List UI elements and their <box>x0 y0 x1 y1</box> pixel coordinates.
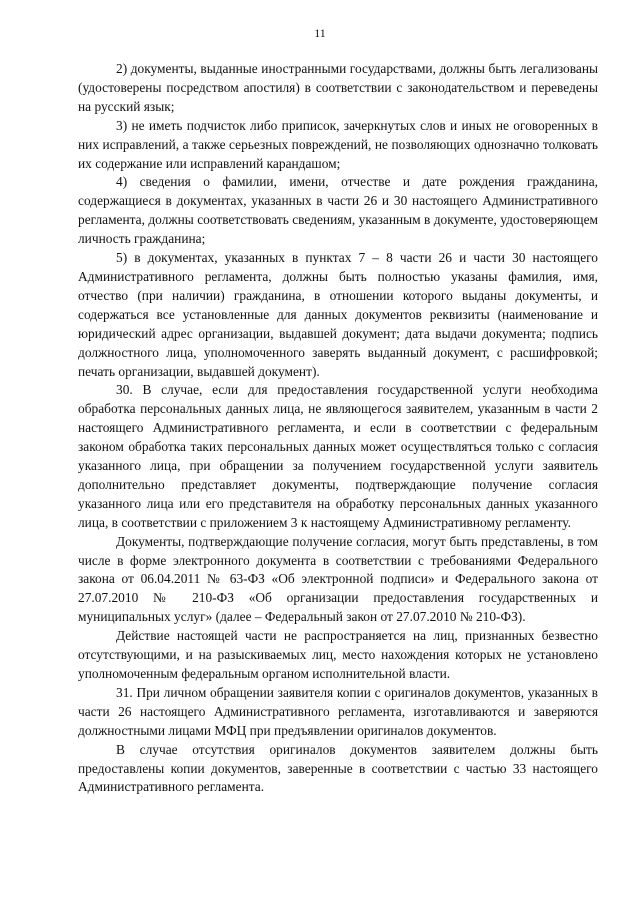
paragraph-exception: Действие настоящей части не распространяется на лиц, признанных безвестно отсутствующими, и на разыскиваемых лиц, место нахождения которых не установлено уполномоченным федеральным органом исполнительной власти. <box>78 628 598 681</box>
paragraph-item-3: 3) не иметь подчисток либо приписок, зачеркнутых слов и иных не оговоренных в них исправлений, а также серьезных повреждений, не позволяющих однозначно толковать их содержание или исправлений карандашом; <box>78 117 598 171</box>
paragraph-item-2: 2) документы, выданные иностранными государствами, должны быть легализованы (удостоверены посредством апостиля) в соответствии с законодательством и переведены на русский язык; <box>78 61 598 114</box>
paragraph-section-31: 31. При личном обращении заявителя копии с оригиналов документов, указанных в части 26 настоящего Административного регламента, изготавливаются и заверяются должностными лицами МФЦ при предъявлении оригиналов документов. <box>78 684 598 738</box>
paragraph-section-30: 30. В случае, если для предоставления государственной услуги необходима обработка персональных данных лица, не являющегося заявителем, указанным в части 2 настоящего Административного регламента, и если в соответствии с федеральным законом обработка таких персональных данных может осуществляться только с согласия указанного лица, при обращении за получением государственной услуги заявитель дополнительно представляет документы, подтверждающие получение согласия указанного лица или его представителя на обработку персональных данных указанного лица, в соответствии с приложением 3 к настоящему Административному регламенту. <box>78 382 598 530</box>
paragraph-consent-documents: Документы, подтверждающие получение согласия, могут быть представлены, в том числе в форме электронного документа в соответствии с требованиями Федерального закона от 06.04.2011 № 63-ФЗ «Об электронной подписи» и Федерального закона от 27.07.2010 № 210-ФЗ «Об организации предоставления государственных и муниципальных услуг» (далее – Федеральный закон от 27.07.2010 № 210-ФЗ). <box>78 533 598 625</box>
page-number: 11 <box>314 26 326 40</box>
paragraph-item-4: 4) сведения о фамилии, имени, отчестве и дате рождения гражданина, содержащиеся в документах, указанных в части 26 и 30 настоящего Административного регламента, должны соответствовать сведениям, указанным в документе, удостоверяющем личность гражданина; <box>78 174 598 247</box>
paragraph-missing-originals: В случае отсутствия оригиналов документов заявителем должны быть предоставлены копии документов, заверенные в соответствии с частью 33 настоящего Административного регламента. <box>78 741 598 795</box>
paragraph-item-5: 5) в документах, указанных в пунктах 7 – 8 части 26 и части 30 настоящего Административного регламента, должны быть полностью указаны фамилия, имя, отчество (при наличии) гражданина, в отношении которого выданы документы, и содержаться все установленные для данных документов реквизиты (наименование и юридический адрес организации, выдавшей документ; дата выдачи документа; подпись должностного лица, уполномоченного заверять выданный документ, с расшифровкой; печать организации, выдавшей документ). <box>78 250 598 379</box>
document-body <box>78 60 598 797</box>
